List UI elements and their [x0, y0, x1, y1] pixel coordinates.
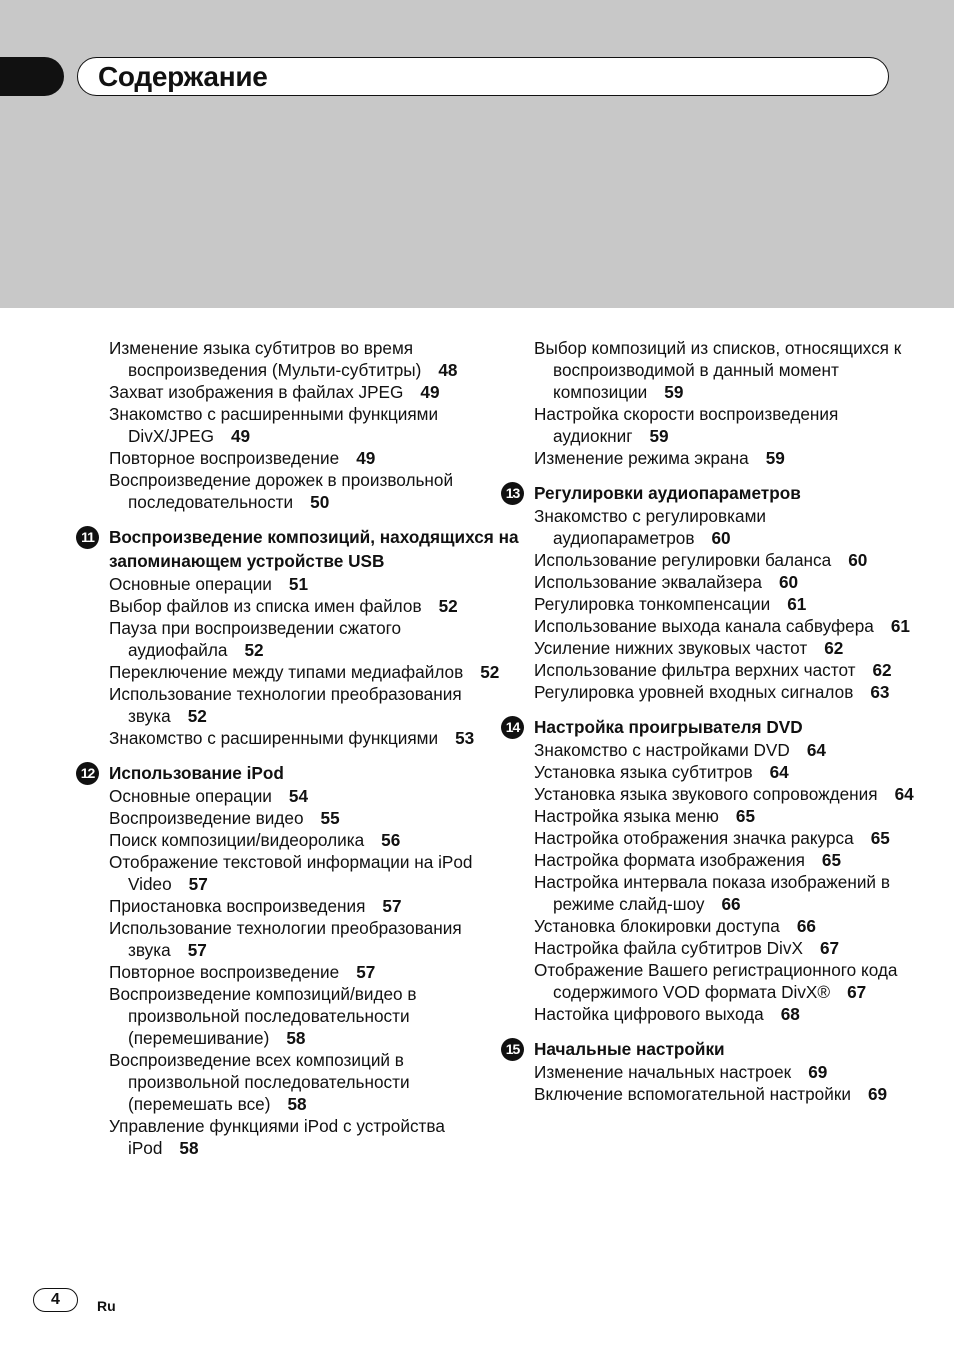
toc-entry[interactable]: Настройка языка меню 65: [534, 806, 756, 826]
toc-entry[interactable]: Выбор композиций из списков, относящихся к воспроизводимой в данный момент композиции 59: [534, 338, 902, 402]
section-number-badge: 14: [501, 716, 524, 739]
toc-entry[interactable]: Усиление нижних звуковых частот 62: [534, 638, 844, 658]
toc-entry[interactable]: Изменение начальных настроек 69: [534, 1062, 828, 1082]
page-title: Содержание: [98, 61, 268, 92]
toc-entry[interactable]: Воспроизведение дорожек в произвольной последовательности 50: [109, 470, 454, 512]
toc-entry[interactable]: Настройка интервала показа изображений в режиме слайд-шоу 66: [534, 872, 890, 914]
toc-entry[interactable]: Пауза при воспроизведении сжатого аудиофайла 52: [109, 618, 402, 660]
section-number-badge: 11: [76, 526, 99, 549]
toc-entry[interactable]: Воспроизведение видео 55: [109, 808, 340, 828]
toc-entry[interactable]: Захват изображения в файлах JPEG 49: [109, 382, 440, 402]
toc-entry[interactable]: Изменение языка субтитров во время воспроизведения (Мульти-субтитры) 48: [109, 338, 458, 380]
toc-entry[interactable]: Настройка скорости воспроизведения аудиокниг 59: [534, 404, 839, 446]
toc-section-12: [80, 761, 519, 1159]
toc-entry[interactable]: Знакомство с расширенными функциями 53: [109, 728, 475, 748]
toc-entry[interactable]: Настройка формата изображения 65: [534, 850, 842, 870]
section-number-badge: 12: [76, 762, 99, 785]
toc-entry[interactable]: Основные операции 51: [109, 574, 309, 594]
toc-section-14: [505, 715, 914, 1025]
toc-section-11: [81, 525, 519, 749]
toc-entry[interactable]: Поиск композиции/видеоролика 56: [109, 830, 401, 850]
section-heading[interactable]: Регулировки аудиопараметров: [534, 483, 801, 503]
toc-entry[interactable]: Регулировка тонкомпенсации 61: [534, 594, 807, 614]
section-heading[interactable]: Воспроизведение композиций, находящихся на запоминающем устройстве USB: [109, 527, 519, 571]
page-number: 4: [33, 1288, 78, 1312]
section-heading[interactable]: Начальные настройки: [534, 1039, 725, 1059]
section-number-badge: 15: [501, 1038, 524, 1061]
toc-entry[interactable]: Установка блокировки доступа 66: [534, 916, 816, 936]
toc-entry[interactable]: Отображение текстовой информации на iPod Video 57: [109, 852, 473, 894]
toc-entry[interactable]: Повторное воспроизведение 49: [109, 448, 376, 468]
toc-section-13: [505, 481, 914, 703]
toc-entry[interactable]: Установка языка субтитров 64: [534, 762, 789, 782]
toc-entry[interactable]: Изменение режима экрана 59: [534, 448, 785, 468]
toc-entry[interactable]: Использование технологии преобразования звука 52: [109, 684, 462, 726]
toc-entry[interactable]: Приостановка воспроизведения 57: [109, 896, 402, 916]
language-code: Ru: [97, 1298, 116, 1314]
header-band: [0, 0, 954, 308]
section-heading[interactable]: Использование iPod: [109, 763, 284, 783]
section-number-badge: 13: [501, 482, 524, 505]
toc-entry[interactable]: Включение вспомогательной настройки 69: [534, 1084, 888, 1104]
section-heading[interactable]: Настройка проигрывателя DVD: [534, 717, 803, 737]
toc-section-15: [505, 1037, 914, 1105]
toc-entry[interactable]: Использование регулировки баланса 60: [534, 550, 868, 570]
title-box: [77, 57, 889, 96]
toc-entry[interactable]: Отображение Вашего регистрационного кода содержимого VOD формата DivX® 67: [534, 960, 898, 1002]
toc-entry[interactable]: Настройка отображения значка ракурса 65: [534, 828, 890, 848]
toc-column-right: [505, 337, 914, 1105]
header-tab-marker: [0, 57, 64, 96]
toc-entry[interactable]: Регулировка уровней входных сигналов 63: [534, 682, 890, 702]
toc-entry[interactable]: Настройка файла субтитров DivX 67: [534, 938, 840, 958]
toc-continuation-right: [534, 337, 914, 469]
toc-entry[interactable]: Использование выхода канала сабвуфера 61: [534, 616, 910, 636]
toc-column-left: [80, 337, 519, 1159]
toc-entry[interactable]: Знакомство с регулировками аудиопараметров 60: [534, 506, 766, 548]
toc-entry[interactable]: Знакомство с расширенными функциями DivX/JPEG 49: [109, 404, 439, 446]
toc-entry[interactable]: Настойка цифрового выхода 68: [534, 1004, 800, 1024]
toc-entry[interactable]: Использование технологии преобразования звука 57: [109, 918, 462, 960]
toc-entry[interactable]: Переключение между типами медиафайлов 52: [109, 662, 500, 682]
toc-entry[interactable]: Воспроизведение композиций/видео в произвольной последовательности (перемешивание) 58: [109, 984, 417, 1048]
toc-entry[interactable]: Использование эквалайзера 60: [534, 572, 799, 592]
toc-continuation-left: [109, 337, 519, 513]
toc-entry[interactable]: Установка языка звукового сопровождения 64: [534, 784, 914, 804]
toc-entry[interactable]: Знакомство с настройками DVD 64: [534, 740, 826, 760]
toc-entry[interactable]: Повторное воспроизведение 57: [109, 962, 376, 982]
toc-entry[interactable]: Управление функциями iPod с устройства iPod 58: [109, 1116, 445, 1158]
toc-entry[interactable]: Использование фильтра верхних частот 62: [534, 660, 892, 680]
toc-entry[interactable]: Основные операции 54: [109, 786, 309, 806]
toc-entry[interactable]: Выбор файлов из списка имен файлов 52: [109, 596, 458, 616]
toc-entry[interactable]: Воспроизведение всех композиций в произвольной последовательности (перемешать все) 58: [109, 1050, 410, 1114]
